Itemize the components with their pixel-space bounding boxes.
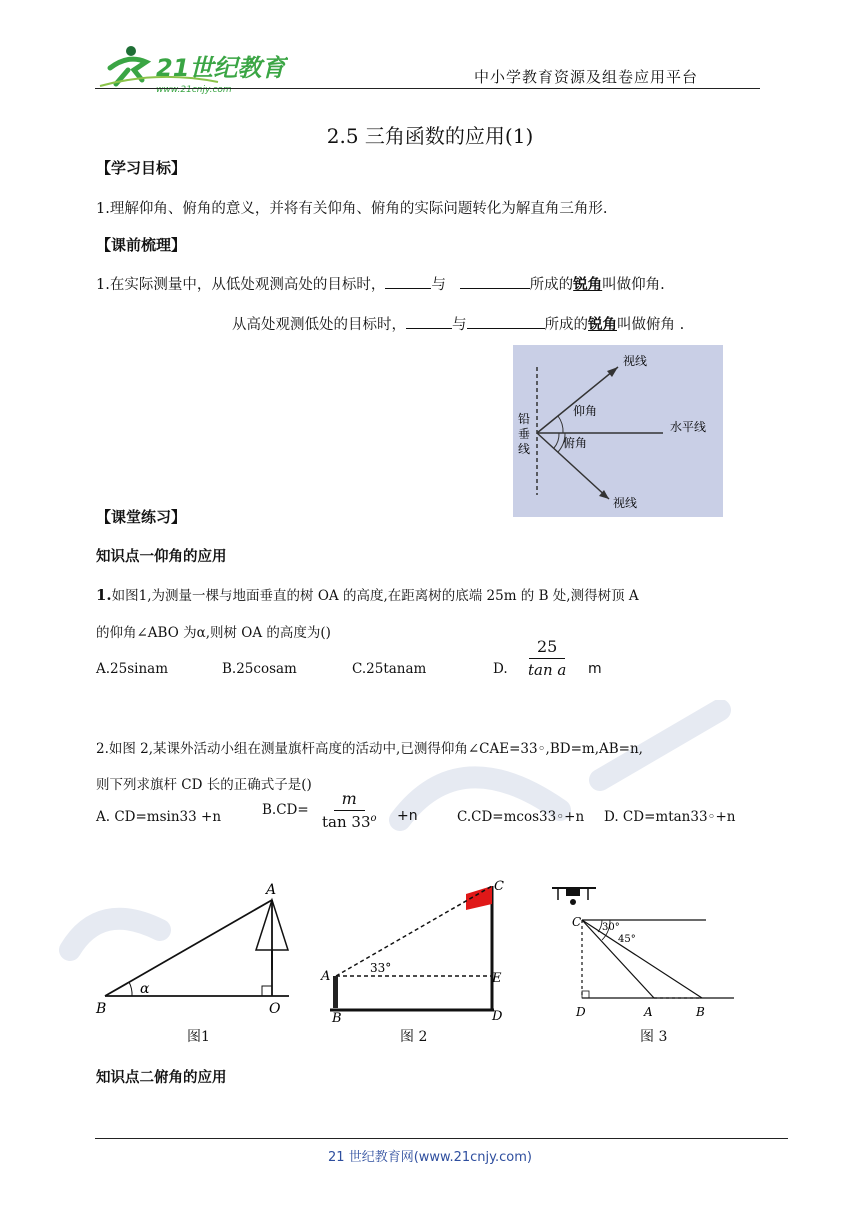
q2-line-2: 则下列求旗杆 CD 长的正确式子是() bbox=[96, 777, 312, 793]
q1-d-numerator: 25 bbox=[529, 637, 565, 659]
fig3-caption: 图 3 bbox=[640, 1029, 668, 1045]
blank-2 bbox=[460, 274, 530, 289]
blank-4 bbox=[467, 314, 545, 329]
q2-option-d[interactable]: D. CD=mtan33◦+n bbox=[604, 809, 736, 825]
practice-heading: 【课堂练习】 bbox=[96, 508, 187, 526]
q1-option-b[interactable]: B.25cosam bbox=[222, 661, 297, 677]
review-1-text-c: 所成的 bbox=[529, 277, 574, 293]
q1-option-a[interactable]: A.25sinam bbox=[96, 661, 169, 677]
q1-line-1 bbox=[96, 584, 639, 604]
label-vertical-2: 垂 bbox=[518, 427, 531, 441]
review-1-text-b: 与 bbox=[431, 277, 446, 293]
fig1-label-a: A bbox=[266, 882, 277, 898]
fig2-label-c: C bbox=[494, 879, 504, 894]
q1-line-2: 的仰角∠ABO 为α,则树 OA 的高度为() bbox=[96, 625, 331, 641]
q1-d-unit: m bbox=[588, 661, 602, 677]
figure-1 bbox=[92, 880, 302, 1020]
kp1-heading: 知识点一仰角的应用 bbox=[96, 548, 227, 565]
fig2-caption: 图 2 bbox=[400, 1029, 428, 1045]
label-horizontal: 水平线 bbox=[670, 420, 707, 434]
q2-b-degree: o bbox=[370, 813, 377, 824]
q1-option-c[interactable]: C.25tanam bbox=[352, 661, 427, 677]
label-vertical-1: 铅 bbox=[518, 412, 531, 426]
q1-text-1: 如图1,为测量一棵与地面垂直的树 OA 的高度,在距离树的底端 25m 的 B 处,测得树顶 A bbox=[111, 588, 639, 604]
q1-option-d[interactable]: D. bbox=[493, 661, 508, 677]
q2-b-denominator-text: tan 33 bbox=[322, 813, 371, 831]
q2-b-tail: +n bbox=[397, 808, 418, 824]
review-2-text-a: 从高处观测低处的目标时， bbox=[232, 317, 406, 333]
footer-link[interactable]: 21 世纪教育网(www.21cnjy.com) bbox=[328, 1150, 532, 1165]
label-sight-up: 视线 bbox=[623, 354, 648, 368]
fig3-label-b: B bbox=[696, 1005, 705, 1019]
fig1-label-b: B bbox=[96, 1001, 107, 1017]
q2-option-a[interactable]: A. CD=msin33 +n bbox=[96, 809, 222, 825]
q2-option-b-fraction bbox=[322, 789, 377, 831]
review-line-2 bbox=[232, 313, 684, 334]
q1-option-d-fraction bbox=[528, 637, 566, 679]
blank-3 bbox=[406, 314, 452, 329]
fig2-label-angle: 33° bbox=[370, 961, 392, 975]
fig2-label-e: E bbox=[492, 971, 502, 986]
figure-2 bbox=[318, 872, 518, 1022]
review-1-key: 锐角 bbox=[573, 276, 603, 293]
review-1-text-d: 叫做仰角. bbox=[602, 277, 665, 293]
label-depression: 俯角 bbox=[563, 436, 588, 450]
q1-number: 1. bbox=[96, 586, 112, 604]
header-rule bbox=[95, 88, 760, 89]
fig3-label-a: A bbox=[644, 1005, 653, 1019]
fig1-label-alpha: α bbox=[140, 981, 150, 997]
footer-rule bbox=[95, 1138, 788, 1139]
angle-diagram bbox=[513, 345, 723, 517]
label-sight-down: 视线 bbox=[613, 496, 638, 510]
q1-d-denominator: tan a bbox=[528, 661, 567, 679]
review-1-text-a: 1.在实际测量中，从低处观测高处的目标时， bbox=[96, 277, 386, 293]
q2-b-numerator: m bbox=[334, 789, 365, 811]
review-2-key: 锐角 bbox=[588, 316, 617, 333]
logo-text: 21世纪教育 bbox=[156, 54, 286, 82]
review-heading: 【课前梳理】 bbox=[96, 236, 187, 254]
q2-b-denominator bbox=[322, 811, 377, 831]
fig2-label-d: D bbox=[492, 1009, 503, 1022]
figure-3 bbox=[548, 878, 748, 1023]
logo-url: www.21cnjy.com bbox=[156, 85, 232, 95]
page-title: 2.5 三角函数的应用(1) bbox=[326, 124, 534, 148]
label-vertical-3: 线 bbox=[518, 442, 531, 456]
goal-item-1: 1.理解仰角、俯角的意义，并将有关仰角、俯角的实际问题转化为解直角三角形. bbox=[96, 201, 608, 217]
fig3-label-c: C bbox=[572, 915, 582, 929]
fig3-label-d: D bbox=[576, 1005, 586, 1019]
fig2-label-b: B bbox=[332, 1011, 342, 1022]
fig3-label-30: 30° bbox=[602, 922, 620, 933]
drone-icon bbox=[552, 888, 596, 905]
review-2-text-b: 与 bbox=[452, 317, 467, 333]
review-2-text-c: 所成的 bbox=[544, 317, 588, 333]
review-2-text-d: 叫做俯角 . bbox=[617, 317, 685, 333]
fig1-label-o: O bbox=[269, 1001, 281, 1017]
kp2-heading: 知识点二俯角的应用 bbox=[96, 1069, 227, 1086]
fig1-caption: 图1 bbox=[187, 1029, 210, 1045]
fig2-label-a: A bbox=[321, 969, 331, 984]
blank-1 bbox=[385, 274, 431, 289]
q2-option-c[interactable]: C.CD=mcos33◦+n bbox=[457, 809, 585, 825]
review-line-1 bbox=[96, 273, 665, 294]
fig3-label-45: 45° bbox=[618, 934, 636, 945]
platform-name: 中小学教育资源及组卷应用平台 bbox=[474, 68, 699, 86]
label-elevation: 仰角 bbox=[573, 404, 598, 418]
q2-option-b[interactable]: B.CD= bbox=[262, 802, 309, 818]
site-logo bbox=[98, 40, 288, 95]
q2-line-1: 2.如图 2,某课外活动小组在测量旗杆高度的活动中,已测得仰角∠CAE=33◦,BD=m,AB=n, bbox=[96, 741, 643, 757]
goals-heading: 【学习目标】 bbox=[96, 159, 187, 177]
